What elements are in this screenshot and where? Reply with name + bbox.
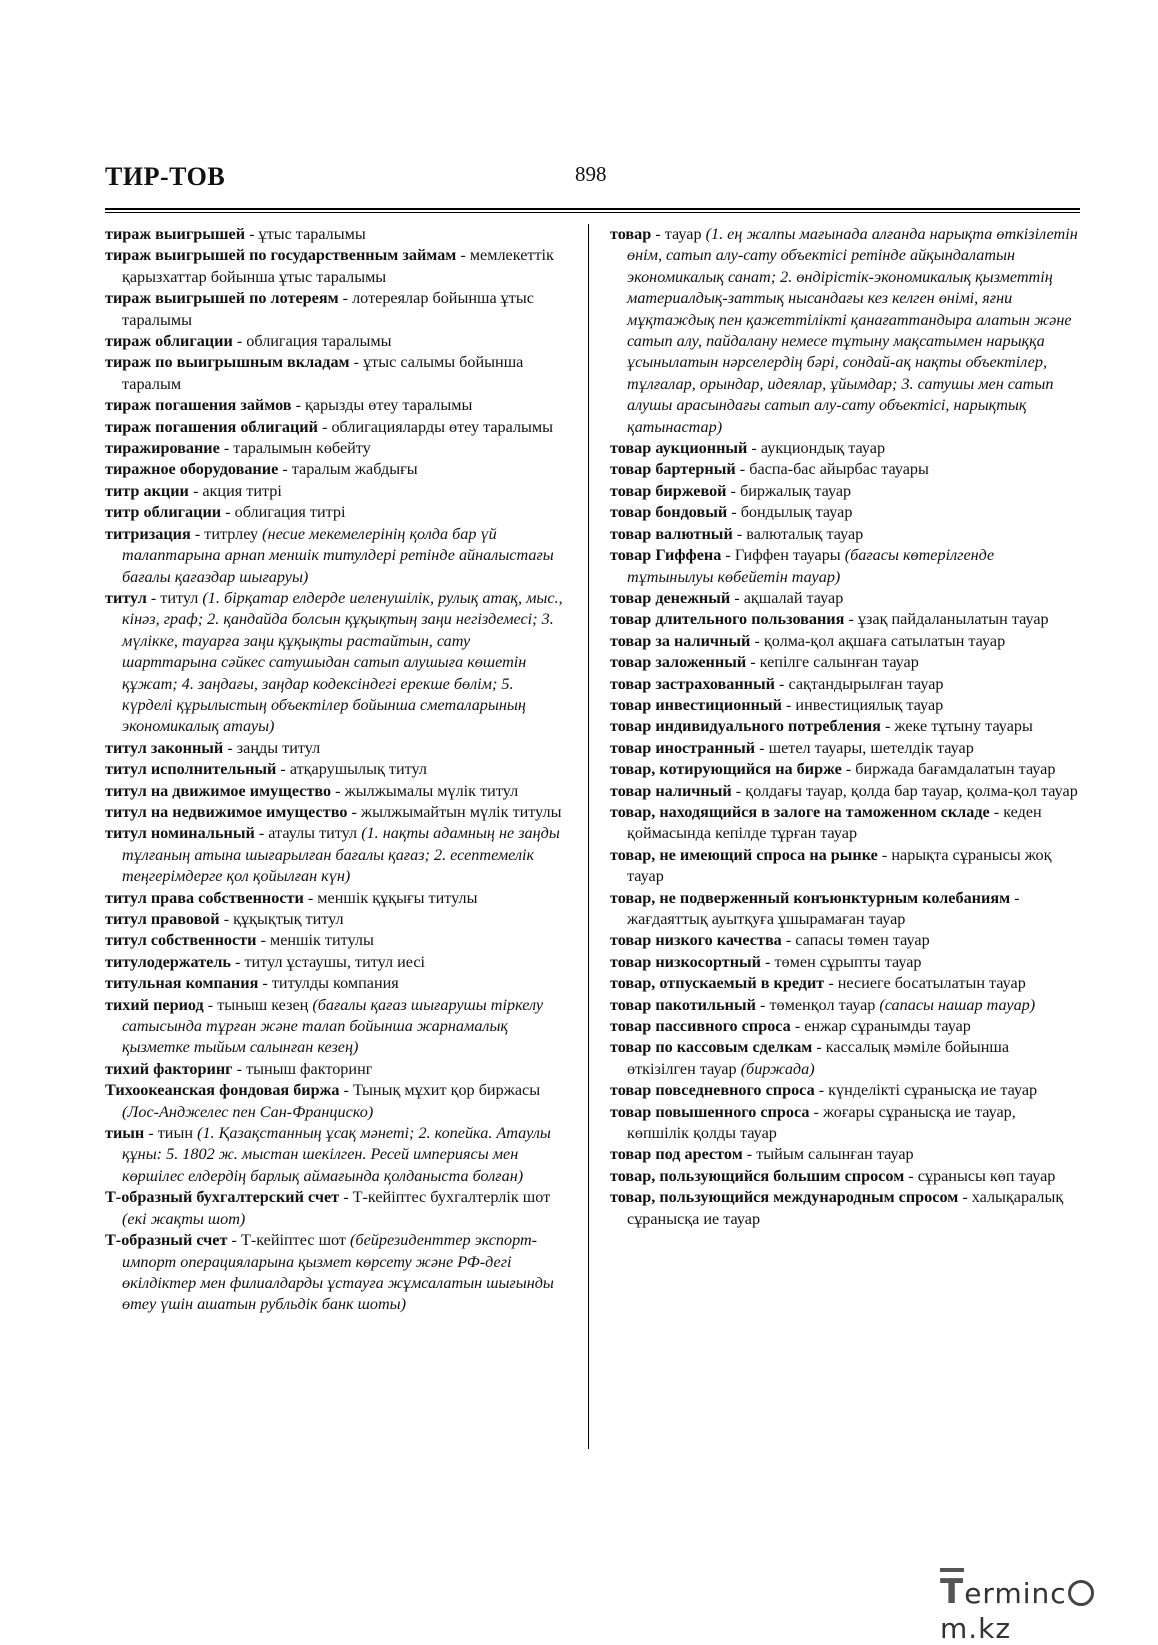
entry-separator: - [958,1188,972,1207]
entry-separator: - [219,910,234,928]
entry-separator: - [227,1231,241,1250]
entry-separator: - [721,546,735,565]
entry-term: Т-образный счет [105,1231,228,1250]
dictionary-entry [105,930,565,951]
entry-definition: титул ұстаушы, титул иесі [244,952,426,971]
entry-definition: ұтыс салымы бойынша таралым [122,353,524,393]
entry-definition: Т-кейіптес бухгалтерлік шот [352,1188,551,1207]
column-divider [588,224,589,1449]
entry-term: титул номинальный [105,824,255,843]
entry-term: титул законный [105,738,224,757]
entry-term: товар застрахованный [610,674,775,693]
dictionary-entry [105,459,565,480]
entry-definition: тауар [664,225,706,243]
dictionary-entry [610,716,1080,737]
entry-separator: - [232,332,247,351]
entry-definition: аукциондық тауар [760,439,886,458]
entry-definition: нарықта сұранысы жоқ тауар [627,845,1052,886]
entry-separator: - [144,1124,158,1143]
dictionary-entry [105,995,565,1059]
dictionary-entry [610,631,1080,652]
entry-term: тираж по выигрышным вкладам [105,353,350,372]
entry-note: (1. ең жалпы мағынада алғанда нарықта өткізілетін өнім, сатып алу-сату объектісі ретінде айқындалатын экономикалық санат; 2. өндірістік-экономикалық қызметтің материалдық-заттық нысандағы кез келген өнімі, яғни мұқтаждық пен қажеттілікті қанағаттандыра алатын және сатып алу, пайдалану немесе тұтыну мақсатымен нарыққа ұсынылатын нәрселердің бәрі, сондай-ақ нақты объектілер, тұлғалар, орындар, идеялар, ұйымдар; 3. сатушы мен сатып алушы арасындағы сатып алу-сату объектісі, нарықтық қатынастар) [627,225,1078,436]
entry-note: (бағасы көтерілгенде тұтынылуы көбейетін тауар) [627,546,995,586]
entry-definition: титулды компания [271,974,399,993]
entry-note: (несие мекемелерінің қолда бар үй талаптарына арнап меншік титулдері ретінде айналыстағы бағалы қағаздар шығаруы) [122,524,554,586]
entry-definition: сапасы төмен тауар [795,931,930,950]
entry-term: товар повседневного спроса [610,1081,815,1100]
entry-term: тираж погашения облигаций [105,417,318,436]
entry-term: тиражирование [105,439,220,458]
dictionary-entry [105,888,565,909]
entry-definition: күнделікті сұранысқа ие тауар [828,1081,1038,1100]
entry-term: титул исполнительный [105,760,277,779]
entry-definition: халықаралық сұранысқа ие тауар [627,1188,1064,1228]
dictionary-entry [610,524,1080,545]
dictionary-entry [105,438,565,459]
entry-separator: - [339,1081,353,1100]
entry-definition: Т-кейіптес шот [240,1231,351,1250]
entry-definition: валюталық тауар [746,524,864,543]
logo-text-domain: m.kz [940,1612,1012,1645]
entry-term: титул на недвижимое имущество [105,802,348,821]
entry-definition: титул [160,588,203,607]
page-number: 898 [575,162,607,186]
entry-separator: - [456,246,470,265]
entry-separator: - [755,738,769,757]
entry-term: товар, отпускаемый в кредит [610,974,825,993]
entry-definition: меншік құқығы титулы [317,888,478,907]
dictionary-entry [610,952,1080,973]
entry-note: (1. Қазақстанның ұсақ мәнеті; 2. копейка. Атаулы құны: 5. 1802 ж. мыстан шекілген. Ресей империясы мен көршілес елдердің барлық аймағында қолданыста болған) [122,1124,551,1185]
entry-separator: - [814,1081,829,1100]
entry-term: товар пассивного спроса [610,1017,791,1036]
entry-separator: - [258,974,272,993]
entry-term: титул собственности [105,931,257,950]
entry-definition: ұзақ пайдаланылатын тауар [857,610,1049,629]
entry-definition: сақтандырылған тауар [788,674,944,693]
page-header [105,150,1080,214]
dictionary-entry [610,845,1080,888]
dictionary-entry [105,909,565,930]
entry-separator: - [904,1166,918,1185]
running-head: ТИР-ТОВ [105,162,226,191]
entry-separator: - [339,1188,353,1207]
dictionary-entry [610,759,1080,780]
entry-term: товар, котирующийся на бирже [610,760,842,779]
entry-definition: қолдағы тауар, қолда бар тауар, қолма-қол тауар [745,781,1078,800]
logo-letter-t: T [940,1568,964,1612]
dictionary-entry [105,502,565,523]
dictionary-entry [610,973,1080,994]
entry-definition: тыныш кезең [217,995,313,1014]
entry-term: товар низкого качества [610,931,782,950]
entry-separator: - [781,695,796,714]
entry-term: товар [610,225,652,243]
entry-term: товар, находящийся в залоге на таможенном складе [610,802,990,821]
entry-separator: - [254,824,269,843]
dictionary-entry [610,1187,1080,1230]
entry-separator: - [232,1059,247,1078]
entry-separator: - [221,503,235,522]
dictionary-entry [105,1187,565,1230]
entry-term: товар, не подверженный конъюнктурным колебаниям [610,888,1011,907]
dictionary-entry [105,481,565,502]
entry-separator: - [349,353,364,372]
entry-definition: тиын [157,1124,198,1143]
dictionary-entry [610,459,1080,480]
entry-definition: төмен сұрыпты тауар [774,952,922,971]
entry-separator: - [219,439,234,458]
entry-definition: құқықтық титул [233,910,344,928]
header-rule [105,208,1080,210]
entry-definition: титрлеу [204,524,263,543]
entry-separator: - [317,417,332,436]
entry-separator: - [730,588,744,607]
dictionary-entry [105,1080,565,1123]
entry-separator: - [726,481,740,500]
logo-text-ermin: ermin [964,1577,1051,1610]
entry-term: титр облигации [105,503,222,522]
entry-separator: - [291,396,305,415]
entry-term: товар валютный [610,524,733,543]
entry-term: Тихоокеанская фондовая биржа [105,1081,340,1100]
entry-term: тираж погашения займов [105,396,292,415]
entry-separator: - [1010,888,1020,907]
header-rule-thin [105,212,1080,213]
dictionary-entry [610,995,1080,1016]
entry-definition: Гиффен тауары [734,546,845,565]
entry-definition: облигация титрі [234,503,346,522]
entry-term: товар по кассовым сделкам [610,1038,813,1057]
dictionary-entry [610,481,1080,502]
dictionary-entry [610,802,1080,845]
entry-term: товар бартерный [610,460,736,479]
right-column [610,224,1080,1230]
entry-definition: баспа-бас айырбас тауары [749,460,929,479]
entry-separator: - [844,610,858,629]
entry-term: товар, не имеющий спроса на рынке [610,845,878,864]
dictionary-entry [105,224,565,245]
dictionary-entry [610,438,1080,459]
dictionary-entry [105,781,565,802]
entry-separator: - [735,460,750,479]
dictionary-entry [610,224,1080,438]
entry-separator: - [742,1145,757,1164]
dictionary-entry [610,1102,1080,1145]
dictionary-entry [105,1230,565,1316]
entry-definition: мемлекеттік қарызхаттар бойынша ұтыс таралымы [122,246,554,286]
entry-separator: - [731,781,746,800]
dictionary-entry [610,609,1080,630]
entry-definition: атқарушылық титул [289,760,427,779]
dictionary-entry [105,823,565,887]
entry-separator: - [750,631,764,650]
entry-term: товар повышенного спроса [610,1102,810,1121]
entry-separator: - [877,845,892,864]
dictionary-entry [105,802,565,823]
dictionary-entry [610,545,1080,588]
entry-term: товар под арестом [610,1145,743,1164]
entry-note: (бағалы қағаз шығарушы тіркелу сатысында тұрған және талап бойынша жарнамалық қызметке тыйым салынған кезең) [122,995,544,1057]
entry-definition: биржалық тауар [739,481,852,500]
entry-separator: - [809,1102,823,1121]
dictionary-entry [610,1144,1080,1165]
entry-note: (сапасы нашар тауар) [879,995,1036,1014]
entry-separator: - [774,674,789,693]
entry-term: титульная компания [105,974,259,993]
entry-definition: кеден қоймасында кепілде тұрған тауар [627,802,1042,843]
entry-term: тиражное оборудование [105,460,279,479]
entry-separator: - [188,481,203,500]
entry-definition: шетел тауары, шетелдік тауар [768,738,974,757]
entry-term: товар низкосортный [610,952,761,971]
dictionary-entry [105,588,565,738]
entry-term: товар бондовый [610,503,728,522]
dictionary-entry [105,759,565,780]
logo-circle-icon [1068,1580,1094,1606]
entry-term: товар денежный [610,588,731,607]
entry-note: (Лос-Анджелес пен Сан-Франциско) [122,1102,374,1121]
entry-separator: - [190,524,205,543]
entry-term: тираж выигрышей [105,225,246,243]
dictionary-entry [105,952,565,973]
entry-definition: тыйым салынған тауар [756,1145,914,1164]
entry-separator: - [746,653,760,672]
entry-term: тихий период [105,995,204,1014]
entry-term: титул правовой [105,910,220,928]
entry-definition: Тынық мұхит қор биржасы [352,1081,541,1100]
entry-term: товар, пользующийся международным спросом [610,1188,959,1207]
entry-definition: кепілге салынған тауар [759,653,919,672]
dictionary-entry [610,888,1080,931]
dictionary-entry [610,674,1080,695]
entry-definition: таралымын көбейту [233,439,371,458]
entry-term: товар индивидуального потребления [610,717,881,736]
entry-definition: тыныш факторинг [246,1059,373,1078]
entry-separator: - [732,524,747,543]
logo-text-c: c [1050,1577,1067,1610]
entry-term: товар аукционный [610,439,748,458]
entry-separator: - [256,931,270,950]
entry-definition: жағдаяттық ауытқуға ұшырамаған тауар [627,910,906,928]
entry-term: товар за наличный [610,631,751,650]
entry-note: (бейрезиденттер экспорт-импорт операцияларына қызмет көрсету және РФ-дегі өкілдіктер мен филиалдарды ұстауға жұмсалатын шығынды өтеу үшін ашатын рубльдік банк шоты) [122,1231,554,1314]
entry-term: товар биржевой [610,481,727,500]
termincom-logo [940,1572,1140,1645]
entry-separator: - [812,1038,826,1057]
left-column [105,224,565,1316]
dictionary-entry [105,1123,565,1187]
entry-separator: - [790,1017,805,1036]
dictionary-entry [105,973,565,994]
entry-definition: жеке тұтыну тауары [894,717,1033,736]
entry-term: товар наличный [610,781,732,800]
entry-term: титул [105,588,147,607]
entry-definition: енжар сұранымды тауар [804,1017,971,1036]
entry-term: титул на движимое имущество [105,781,332,800]
entry-separator: - [747,439,761,458]
entry-separator: - [761,952,775,971]
entry-definition: жылжымалы мүлік титул [344,781,519,800]
entry-term: товар иностранный [610,738,756,757]
dictionary-entry [610,781,1080,802]
dictionary-entry [105,288,565,331]
entry-definition: несиеге босатылатын тауар [837,974,1026,993]
dictionary-entry [610,1016,1080,1037]
entry-separator: - [880,717,895,736]
dictionary-entry [105,524,565,588]
entry-separator: - [245,225,259,243]
dictionary-entry [610,588,1080,609]
entry-term: товар инвестиционный [610,695,782,714]
entry-term: товар заложенный [610,653,747,672]
entry-term: товар длительного пользования [610,610,845,629]
dictionary-entry [610,1166,1080,1187]
entry-note: (1. нақты адамның не заңды тұлғаның атына шығарылған бағалы қағаз; 2. есептемелік теңгерімдерге қол қойылған күн) [122,824,560,886]
dictionary-entry [105,395,565,416]
entry-definition: кассалық мәміле бойынша өткізілген тауар [627,1038,1010,1078]
entry-definition: атаулы титул [268,824,362,843]
entry-separator: - [278,460,292,479]
dictionary-entry [610,695,1080,716]
entry-term: товар, пользующийся большим спросом [610,1166,905,1185]
dictionary-entry [610,930,1080,951]
entry-separator: - [755,995,770,1014]
entry-separator: - [203,995,218,1014]
dictionary-entry [105,331,565,352]
entry-term: товар пакотильный [610,995,756,1014]
entry-definition: жылжымайтын мүлік титулы [360,802,562,821]
entry-definition: бондылық тауар [740,503,853,522]
dictionary-entry [610,652,1080,673]
entry-term: титул права собственности [105,888,304,907]
dictionary-entry [105,1059,565,1080]
entry-separator: - [727,503,741,522]
dictionary-entry [610,1080,1080,1101]
entry-definition: таралым жабдығы [291,460,418,479]
dictionary-entry [105,245,565,288]
entry-separator: - [230,952,245,971]
entry-definition: акция титрі [202,481,282,500]
entry-separator: - [347,802,361,821]
entry-term: титр акции [105,481,189,500]
entry-note: (биржада) [740,1059,815,1078]
entry-separator: - [841,760,856,779]
entry-term: тираж облигации [105,332,233,351]
entry-definition: сұранысы көп тауар [917,1166,1056,1185]
entry-term: Т-образный бухгалтерский счет [105,1188,340,1207]
entry-definition: биржада бағамдалатын тауар [855,760,1056,779]
entry-term: тихий факторинг [105,1059,233,1078]
entry-note: (1. бірқатар елдерде иеленушілік, рулық атақ, мыс., кінәз, граф; 2. қандайда болсын құқықтың заңи негіздемесі; 3. мүлікке, тауарға заңи құқықты растайтын, сату шарттарына сәйкес сатушыдан сатып алушыға көшетін құжат; 4. заңдағы, заңдар кодексіндегі ерекше бөлім; 5. күрделі құрылыстың объектілер бойынша сметаларының экономикалық атауы) [122,588,563,736]
entry-definition: ақшалай тауар [743,588,844,607]
entry-definition: қарызды өтеу таралымы [305,396,473,415]
entry-definition: лотереялар бойынша ұтыс таралымы [122,289,534,329]
dictionary-entry [105,417,565,438]
entry-separator: - [989,802,1004,821]
dictionary-entry [610,738,1080,759]
entry-term: тиын [105,1124,145,1143]
entry-separator: - [146,588,161,607]
entry-term: титулодержатель [105,952,231,971]
entry-definition: заңды титул [236,738,321,757]
entry-term: тираж выигрышей по лотереям [105,289,339,308]
entry-separator: - [651,225,665,243]
entry-term: тираж выигрышей по государственным займам [105,246,457,265]
entry-note: (екі жақты шот) [122,1209,246,1228]
entry-definition: төменқол тауар [769,995,880,1014]
entry-term: титризация [105,524,191,543]
dictionary-entry [105,738,565,759]
entry-separator: - [824,974,838,993]
entry-definition: қолма-қол ақшаға сатылатын тауар [763,631,1006,650]
entry-separator: - [223,738,237,757]
entry-term: товар Гиффена [610,546,722,565]
entry-definition: ұтыс таралымы [258,225,366,243]
entry-separator: - [338,289,353,308]
entry-separator: - [276,760,290,779]
entry-definition: инвестициялық тауар [795,695,944,714]
dictionary-entry [610,502,1080,523]
dictionary-entry [610,1037,1080,1080]
entry-separator: - [331,781,345,800]
entry-separator: - [781,931,796,950]
dictionary-entry [105,352,565,395]
entry-definition: жоғары сұранысқа ие тауар, көпшілік қолды тауар [627,1102,1016,1143]
entry-definition: облигацияларды өтеу таралымы [331,417,554,436]
entry-separator: - [303,888,318,907]
entry-definition: облигация таралымы [246,332,392,351]
entry-definition: меншік титулы [269,931,374,950]
